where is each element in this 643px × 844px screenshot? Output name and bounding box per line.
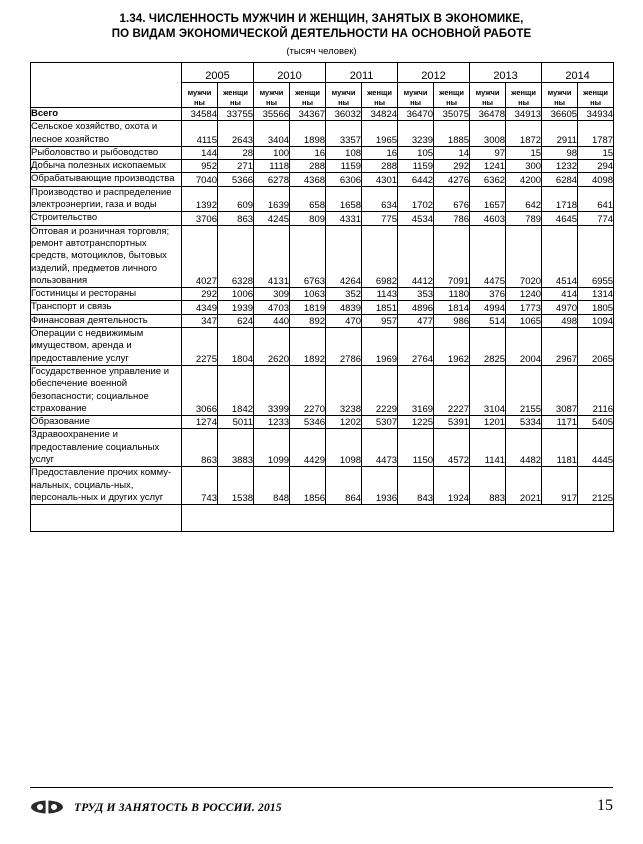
sex-male-line1: мужчи [331, 88, 356, 97]
row-label: Финансовая деятельность [31, 314, 182, 327]
cell-value: 4331 [326, 212, 362, 225]
cell-value: 1159 [398, 160, 434, 173]
row-label: Всего [31, 108, 182, 121]
cell-value: 4264 [326, 225, 362, 287]
sex-male-line2: ны [410, 97, 421, 107]
cell-value: 470 [326, 314, 362, 327]
cell-value: 1392 [182, 186, 218, 212]
cell-value: 883 [470, 467, 506, 505]
cell-value: 271 [218, 160, 254, 173]
cell-value: 6982 [362, 225, 398, 287]
cell-value: 4473 [362, 429, 398, 467]
cell-value: 6955 [578, 225, 614, 287]
cell-value: 2967 [542, 328, 578, 366]
table-row [31, 173, 614, 186]
cell-value: 1094 [578, 314, 614, 327]
cell-value: 1118 [254, 160, 290, 173]
sex-female-line2: ны [446, 97, 457, 107]
cell-value: 376 [470, 288, 506, 301]
page-footer [30, 787, 613, 818]
cell-value: 3404 [254, 121, 290, 147]
row-label: Образование [31, 416, 182, 429]
sex-female-line1: женщи [367, 88, 392, 97]
cell-value: 5346 [290, 416, 326, 429]
cell-value: 14 [434, 146, 470, 159]
sex-header-female-2011 [362, 83, 398, 108]
cell-value: 4645 [542, 212, 578, 225]
cell-value: 2764 [398, 328, 434, 366]
cell-value: 952 [182, 160, 218, 173]
cell-value: 6763 [290, 225, 326, 287]
row-label: Строительство [31, 212, 182, 225]
cell-value: 288 [362, 160, 398, 173]
cell-value: 1892 [290, 328, 326, 366]
table-body [31, 108, 614, 532]
cell-value: 4276 [434, 173, 470, 186]
sex-header-female-2010 [290, 83, 326, 108]
cell-value: 4994 [470, 301, 506, 314]
table-row [31, 288, 614, 301]
cell-value: 498 [542, 314, 578, 327]
cell-value: 957 [362, 314, 398, 327]
emblem-icon [30, 799, 64, 815]
cell-value: 2227 [434, 365, 470, 415]
cell-value: 300 [506, 160, 542, 173]
cell-value: 5011 [218, 416, 254, 429]
cell-value: 4200 [506, 173, 542, 186]
cell-value: 1225 [398, 416, 434, 429]
cell-value: 16 [290, 146, 326, 159]
cell-value: 4115 [182, 121, 218, 147]
cell-value: 1202 [326, 416, 362, 429]
cell-value: 863 [182, 429, 218, 467]
cell-value: 33755 [218, 108, 254, 121]
sex-header-female-2005 [218, 83, 254, 108]
filler-cell [182, 505, 614, 532]
cell-value: 2620 [254, 328, 290, 366]
cell-value: 809 [290, 212, 326, 225]
cell-value: 624 [218, 314, 254, 327]
cell-value: 1965 [362, 121, 398, 147]
cell-value: 5307 [362, 416, 398, 429]
cell-value: 4445 [578, 429, 614, 467]
cell-value: 1936 [362, 467, 398, 505]
sex-header-male-2010 [254, 83, 290, 108]
corner-cell [31, 63, 182, 108]
sex-header-male-2013 [470, 83, 506, 108]
cell-value: 843 [398, 467, 434, 505]
cell-value: 347 [182, 314, 218, 327]
cell-value: 2911 [542, 121, 578, 147]
cell-value: 4245 [254, 212, 290, 225]
cell-value: 3399 [254, 365, 290, 415]
cell-value: 6328 [218, 225, 254, 287]
cell-value: 1141 [470, 429, 506, 467]
table-row [31, 212, 614, 225]
cell-value: 4482 [506, 429, 542, 467]
sex-male-line1: мужчи [187, 88, 212, 97]
sex-header-male-2012 [398, 83, 434, 108]
cell-value: 3357 [326, 121, 362, 147]
cell-value: 2004 [506, 328, 542, 366]
cell-value: 4098 [578, 173, 614, 186]
cell-value: 1718 [542, 186, 578, 212]
cell-value: 1233 [254, 416, 290, 429]
cell-value: 105 [398, 146, 434, 159]
cell-value: 4412 [398, 225, 434, 287]
year-header-2011: 2011 [326, 63, 398, 83]
year-header-2005: 2005 [182, 63, 254, 83]
table-row [31, 314, 614, 327]
cell-value: 5391 [434, 416, 470, 429]
row-label: Государственное управление и обеспечение военной безопасности; социальное страхование [31, 365, 182, 415]
cell-value: 986 [434, 314, 470, 327]
sex-female-line1: женщи [583, 88, 608, 97]
cell-value: 6362 [470, 173, 506, 186]
cell-value: 7020 [506, 225, 542, 287]
cell-value: 3087 [542, 365, 578, 415]
cell-value: 100 [254, 146, 290, 159]
row-label: Предоставление прочих комму-нальных, социаль-ных, персональ-ных и других услуг [31, 467, 182, 505]
cell-value: 5366 [218, 173, 254, 186]
row-label: Сельское хозяйство, охота и лесное хозяйство [31, 121, 182, 147]
cell-value: 2155 [506, 365, 542, 415]
cell-value: 4534 [398, 212, 434, 225]
cell-value: 28 [218, 146, 254, 159]
cell-value: 4703 [254, 301, 290, 314]
cell-value: 3008 [470, 121, 506, 147]
sex-male-line2: ны [338, 97, 349, 107]
cell-value: 514 [470, 314, 506, 327]
sex-female-line2: ны [374, 97, 385, 107]
cell-value: 98 [542, 146, 578, 159]
cell-value: 15 [578, 146, 614, 159]
cell-value: 34584 [182, 108, 218, 121]
cell-value: 1872 [506, 121, 542, 147]
sex-header-male-2014 [542, 83, 578, 108]
sex-male-line1: мужчи [403, 88, 428, 97]
cell-value: 144 [182, 146, 218, 159]
cell-value: 16 [362, 146, 398, 159]
table-row [31, 225, 614, 287]
cell-value: 36478 [470, 108, 506, 121]
cell-value: 34824 [362, 108, 398, 121]
sex-female-line2: ны [590, 97, 602, 107]
cell-value: 1538 [218, 467, 254, 505]
sex-female-line2: ны [230, 97, 241, 107]
table-row [31, 429, 614, 467]
sex-male-line2: ны [554, 97, 566, 107]
cell-value: 2116 [578, 365, 614, 415]
cell-value: 2229 [362, 365, 398, 415]
cell-value: 35566 [254, 108, 290, 121]
cell-value: 1150 [398, 429, 434, 467]
cell-value: 1969 [362, 328, 398, 366]
cell-value: 3169 [398, 365, 434, 415]
cell-value: 1241 [470, 160, 506, 173]
cell-value: 6442 [398, 173, 434, 186]
sex-female-line2: ны [518, 97, 530, 107]
cell-value: 477 [398, 314, 434, 327]
cell-value: 5334 [506, 416, 542, 429]
cell-value: 1639 [254, 186, 290, 212]
cell-value: 1658 [326, 186, 362, 212]
sex-female-line1: женщи [511, 88, 536, 97]
row-label: Здравоохранение и предоставление социальных услуг [31, 429, 182, 467]
cell-value: 1939 [218, 301, 254, 314]
row-label: Рыболовство и рыбоводство [31, 146, 182, 159]
cell-value: 4572 [434, 429, 470, 467]
cell-value: 1098 [326, 429, 362, 467]
cell-value: 1885 [434, 121, 470, 147]
cell-value: 4970 [542, 301, 578, 314]
table-row [31, 301, 614, 314]
cell-value: 1773 [506, 301, 542, 314]
sex-header-male-2005 [182, 83, 218, 108]
sex-female-line1: женщи [295, 88, 320, 97]
cell-value: 7040 [182, 173, 218, 186]
cell-value: 774 [578, 212, 614, 225]
table-row [31, 416, 614, 429]
cell-value: 786 [434, 212, 470, 225]
cell-value: 35075 [434, 108, 470, 121]
sex-female-line1: женщи [223, 88, 248, 97]
cell-value: 2270 [290, 365, 326, 415]
cell-value: 2825 [470, 328, 506, 366]
table-row [31, 467, 614, 505]
cell-value: 892 [290, 314, 326, 327]
cell-value: 789 [506, 212, 542, 225]
row-label: Производство и распределение электроэнергии, газа и воды [31, 186, 182, 212]
sex-header-female-2014 [578, 83, 614, 108]
cell-value: 4368 [290, 173, 326, 186]
cell-value: 3706 [182, 212, 218, 225]
cell-value: 4131 [254, 225, 290, 287]
sex-male-line2: ны [194, 97, 205, 107]
sex-header-male-2011 [326, 83, 362, 108]
cell-value: 864 [326, 467, 362, 505]
table-row [31, 121, 614, 147]
table-head [31, 63, 614, 108]
sex-male-line1: мужчи [259, 88, 284, 97]
table-header-years [31, 63, 614, 83]
cell-value: 36605 [542, 108, 578, 121]
cell-value: 5405 [578, 416, 614, 429]
cell-value: 2125 [578, 467, 614, 505]
cell-value: 1201 [470, 416, 506, 429]
cell-value: 6284 [542, 173, 578, 186]
cell-value: 4301 [362, 173, 398, 186]
cell-value: 1006 [218, 288, 254, 301]
cell-value: 34913 [506, 108, 542, 121]
page-title-line2: ПО ВИДАМ ЭКОНОМИЧЕСКОЙ ДЕЯТЕЛЬНОСТИ НА ОСНОВНОЙ РАБОТЕ [111, 28, 532, 40]
cell-value: 1924 [434, 467, 470, 505]
table-row [31, 146, 614, 159]
cell-value: 108 [326, 146, 362, 159]
cell-value: 658 [290, 186, 326, 212]
row-label: Добыча полезных ископаемых [31, 160, 182, 173]
year-header-2014: 2014 [542, 63, 614, 83]
cell-value: 34367 [290, 108, 326, 121]
cell-value: 1851 [362, 301, 398, 314]
cell-value: 36470 [398, 108, 434, 121]
table-row [31, 328, 614, 366]
filler-cell [31, 505, 182, 532]
year-header-2012: 2012 [398, 63, 470, 83]
row-label: Гостиницы и рестораны [31, 288, 182, 301]
cell-value: 1804 [218, 328, 254, 366]
cell-value: 4603 [470, 212, 506, 225]
table-filler-row [31, 505, 614, 532]
row-label: Оптовая и розничная торговля; ремонт автотранспортных средств, мотоциклов, бытовых изделий, предметов личного пользования [31, 225, 182, 287]
cell-value: 1274 [182, 416, 218, 429]
row-label: Обрабатывающие производства [31, 173, 182, 186]
cell-value: 1240 [506, 288, 542, 301]
cell-value: 1856 [290, 467, 326, 505]
cell-value: 7091 [434, 225, 470, 287]
cell-value: 353 [398, 288, 434, 301]
row-label: Операции с недвижимым имуществом, аренда и предоставление услуг [31, 328, 182, 366]
cell-value: 4027 [182, 225, 218, 287]
cell-value: 1805 [578, 301, 614, 314]
cell-value: 3066 [182, 365, 218, 415]
cell-value: 292 [182, 288, 218, 301]
cell-value: 1180 [434, 288, 470, 301]
page-subtitle: (тысяч человек) [286, 46, 357, 57]
cell-value: 3239 [398, 121, 434, 147]
cell-value: 2643 [218, 121, 254, 147]
page-title-line1: 1.34. ЧИСЛЕННОСТЬ МУЖЧИН И ЖЕНЩИН, ЗАНЯТЫХ В ЭКОНОМИКЕ, [119, 13, 524, 25]
cell-value: 97 [470, 146, 506, 159]
cell-value: 1819 [290, 301, 326, 314]
cell-value: 775 [362, 212, 398, 225]
cell-value: 1171 [542, 416, 578, 429]
cell-value: 6278 [254, 173, 290, 186]
cell-value: 1702 [398, 186, 434, 212]
cell-value: 642 [506, 186, 542, 212]
cell-value: 292 [434, 160, 470, 173]
cell-value: 1787 [578, 121, 614, 147]
cell-value: 4514 [542, 225, 578, 287]
cell-value: 1814 [434, 301, 470, 314]
cell-value: 288 [290, 160, 326, 173]
cell-value: 1232 [542, 160, 578, 173]
cell-value: 2275 [182, 328, 218, 366]
cell-value: 352 [326, 288, 362, 301]
cell-value: 2065 [578, 328, 614, 366]
sex-male-line1: мужчи [547, 88, 572, 97]
employment-table [30, 62, 614, 532]
sex-female-line1: женщи [439, 88, 464, 97]
year-header-2013: 2013 [470, 63, 542, 83]
cell-value: 15 [506, 146, 542, 159]
cell-value: 848 [254, 467, 290, 505]
year-header-2010: 2010 [254, 63, 326, 83]
cell-value: 1898 [290, 121, 326, 147]
cell-value: 4429 [290, 429, 326, 467]
cell-value: 4839 [326, 301, 362, 314]
cell-value: 2021 [506, 467, 542, 505]
cell-value: 4475 [470, 225, 506, 287]
footer-title: ТРУД И ЗАНЯТОСТЬ В РОССИИ. 2015 [74, 801, 282, 814]
sex-male-line1: мужчи [475, 88, 500, 97]
cell-value: 917 [542, 467, 578, 505]
sex-female-line2: ны [302, 97, 313, 107]
cell-value: 1099 [254, 429, 290, 467]
cell-value: 641 [578, 186, 614, 212]
sex-header-female-2013 [506, 83, 542, 108]
cell-value: 676 [434, 186, 470, 212]
table-row [31, 108, 614, 121]
cell-value: 6306 [326, 173, 362, 186]
page-number: 15 [597, 797, 613, 814]
cell-value: 1181 [542, 429, 578, 467]
cell-value: 1065 [506, 314, 542, 327]
cell-value: 634 [362, 186, 398, 212]
cell-value: 1143 [362, 288, 398, 301]
cell-value: 294 [578, 160, 614, 173]
sex-male-line2: ны [482, 97, 494, 107]
cell-value: 1063 [290, 288, 326, 301]
cell-value: 2786 [326, 328, 362, 366]
cell-value: 1159 [326, 160, 362, 173]
table-row [31, 160, 614, 173]
row-label: Транспорт и связь [31, 301, 182, 314]
table-row [31, 186, 614, 212]
sex-header-female-2012 [434, 83, 470, 108]
cell-value: 1314 [578, 288, 614, 301]
page-title [30, 12, 613, 42]
cell-value: 34934 [578, 108, 614, 121]
table-row [31, 365, 614, 415]
cell-value: 414 [542, 288, 578, 301]
cell-value: 4896 [398, 301, 434, 314]
cell-value: 36032 [326, 108, 362, 121]
cell-value: 609 [218, 186, 254, 212]
cell-value: 3883 [218, 429, 254, 467]
cell-value: 1842 [218, 365, 254, 415]
cell-value: 743 [182, 467, 218, 505]
cell-value: 1657 [470, 186, 506, 212]
cell-value: 863 [218, 212, 254, 225]
cell-value: 3104 [470, 365, 506, 415]
cell-value: 309 [254, 288, 290, 301]
cell-value: 3238 [326, 365, 362, 415]
sex-male-line2: ны [266, 97, 277, 107]
cell-value: 4349 [182, 301, 218, 314]
cell-value: 440 [254, 314, 290, 327]
cell-value: 1962 [434, 328, 470, 366]
